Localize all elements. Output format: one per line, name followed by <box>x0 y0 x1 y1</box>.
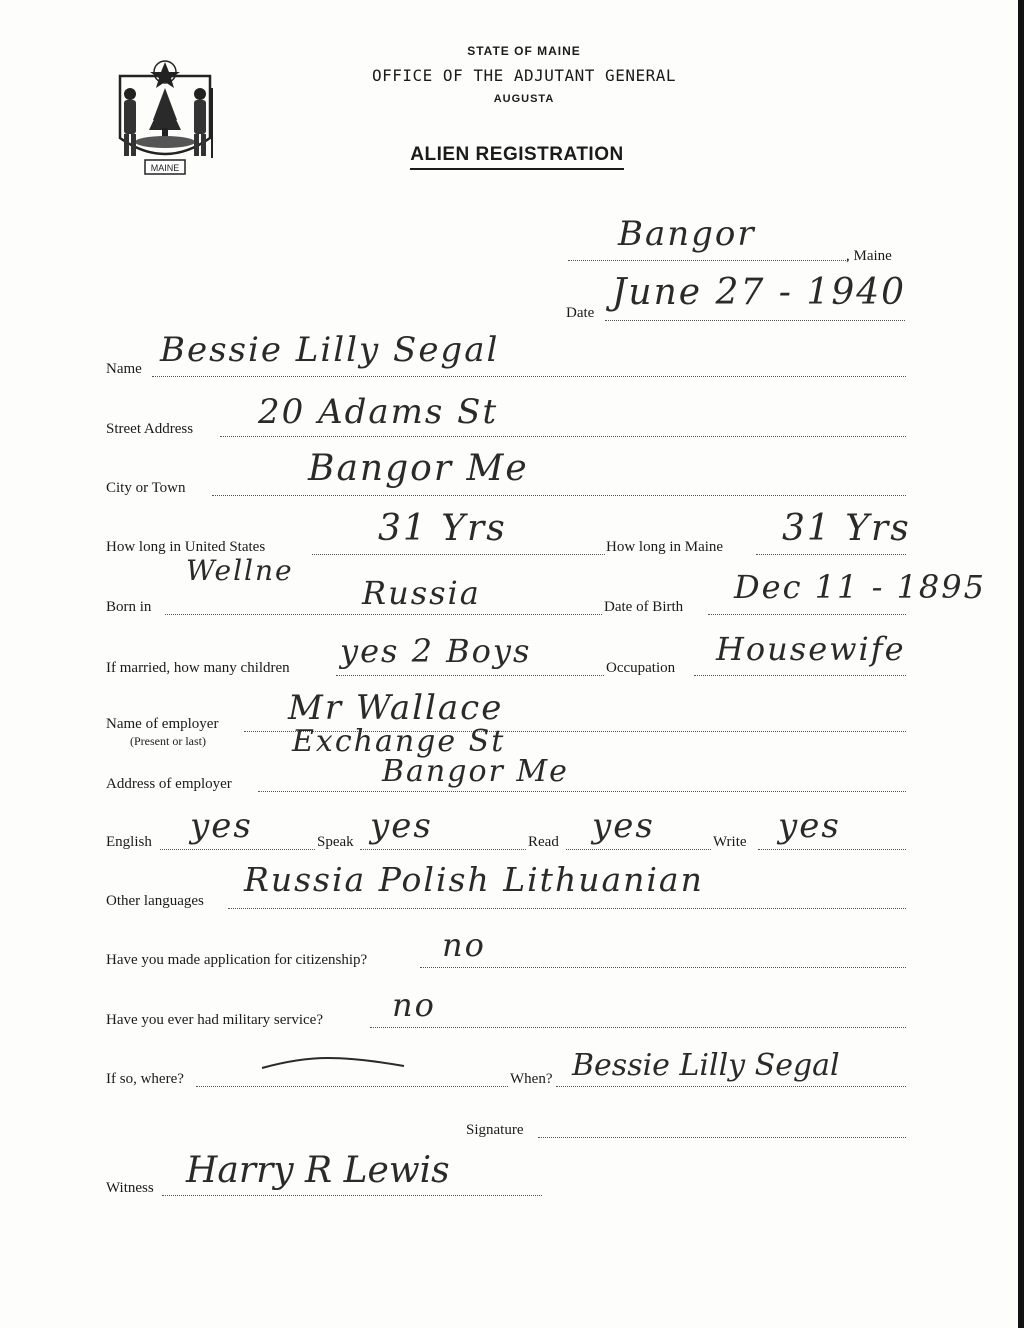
employer-name-value[interactable]: Mr Wallace <box>288 688 504 728</box>
town-line <box>568 260 848 261</box>
military-label: Have you ever had military service? <box>106 1012 323 1028</box>
other-languages-value[interactable]: Russia Polish Lithuanian <box>244 860 704 899</box>
how-long-maine-line <box>756 554 906 555</box>
city-heading: AUGUSTA <box>493 93 555 105</box>
employer-name-label: Name of employer <box>106 716 219 732</box>
employer-name-sublabel: (Present or last) <box>130 734 206 748</box>
if-so-where-label: If so, where? <box>106 1071 184 1087</box>
speak-label: Speak <box>317 834 354 850</box>
read-value[interactable]: yes <box>592 806 655 846</box>
citizenship-label: Have you made application for citizenship? <box>106 952 368 968</box>
military-line <box>370 1027 906 1028</box>
city-label: City or Town <box>106 480 186 496</box>
date-value[interactable]: June 27 - 1940 <box>612 272 907 313</box>
applicant-signature[interactable]: Bessie Lilly Segal <box>572 1048 840 1083</box>
street-value[interactable]: 20 Adams St <box>258 392 499 432</box>
maine-label: , Maine <box>846 248 892 264</box>
children-label: If married, how many children <box>106 660 290 676</box>
dob-value[interactable]: Dec 11 - 1895 <box>734 568 986 606</box>
date-label: Date <box>566 305 595 321</box>
other-languages-label: Other languages <box>106 893 204 909</box>
state-heading: STATE OF MAINE <box>467 44 581 58</box>
occupation-value[interactable]: Housewife <box>716 630 906 668</box>
form-title <box>5 144 1024 166</box>
city-value[interactable]: Bangor Me <box>308 448 529 489</box>
name-line <box>152 376 906 377</box>
when-label: When? <box>510 1071 553 1087</box>
english-label: English <box>106 834 152 850</box>
witness-signature[interactable]: Harry R Lewis <box>186 1150 450 1191</box>
signature-line <box>538 1137 906 1138</box>
employer-address-line <box>258 791 906 792</box>
born-in-value[interactable]: Russia <box>362 574 481 612</box>
how-long-us-line <box>312 554 605 555</box>
employer-address-line1[interactable]: Exchange St <box>292 724 506 759</box>
how-long-maine-value[interactable]: 31 Yrs <box>782 508 911 549</box>
read-line <box>566 849 711 850</box>
birth-town-value[interactable]: Wellne <box>186 554 294 587</box>
other-languages-line <box>228 908 906 909</box>
seal-lettering: MAINE <box>150 163 180 173</box>
how-long-us-label: How long in United States <box>106 539 266 555</box>
town-value[interactable]: Bangor <box>618 214 756 254</box>
name-value[interactable]: Bessie Lilly Segal <box>160 330 500 370</box>
blank-dash-mark <box>258 1050 408 1074</box>
street-label: Street Address <box>106 421 194 437</box>
how-long-us-value[interactable]: 31 Yrs <box>378 508 507 549</box>
children-value[interactable]: yes 2 Boys <box>340 632 532 670</box>
witness-label: Witness <box>106 1180 154 1196</box>
write-label: Write <box>713 834 747 850</box>
speak-line <box>360 849 526 850</box>
citizenship-value[interactable]: no <box>442 926 486 964</box>
write-line <box>758 849 906 850</box>
citizenship-line <box>420 967 906 968</box>
dob-line <box>708 614 906 615</box>
scan-edge <box>1018 0 1024 1328</box>
form-title-text: ALIEN REGISTRATION <box>410 144 623 170</box>
signature-label: Signature <box>466 1122 524 1138</box>
born-in-label: Born in <box>106 599 152 615</box>
occupation-label: Occupation <box>606 660 676 676</box>
date-line <box>605 320 905 321</box>
employer-address-line2[interactable]: Bangor Me <box>382 754 569 789</box>
how-long-maine-label: How long in Maine <box>606 539 724 555</box>
name-label: Name <box>106 361 142 377</box>
read-label: Read <box>528 834 559 850</box>
occupation-line <box>694 675 906 676</box>
english-value[interactable]: yes <box>190 806 253 846</box>
children-line <box>336 675 604 676</box>
write-value[interactable]: yes <box>778 806 841 846</box>
when-line <box>556 1086 906 1087</box>
employer-address-label: Address of employer <box>106 776 232 792</box>
english-line <box>160 849 315 850</box>
street-line <box>220 436 906 437</box>
military-value[interactable]: no <box>392 986 436 1024</box>
if-so-where-line <box>196 1086 508 1087</box>
born-in-line <box>165 614 602 615</box>
city-line <box>212 495 906 496</box>
dob-label: Date of Birth <box>604 599 684 615</box>
speak-value[interactable]: yes <box>370 806 433 846</box>
witness-line <box>162 1195 542 1196</box>
office-heading: OFFICE OF THE ADJUTANT GENERAL <box>372 66 676 85</box>
